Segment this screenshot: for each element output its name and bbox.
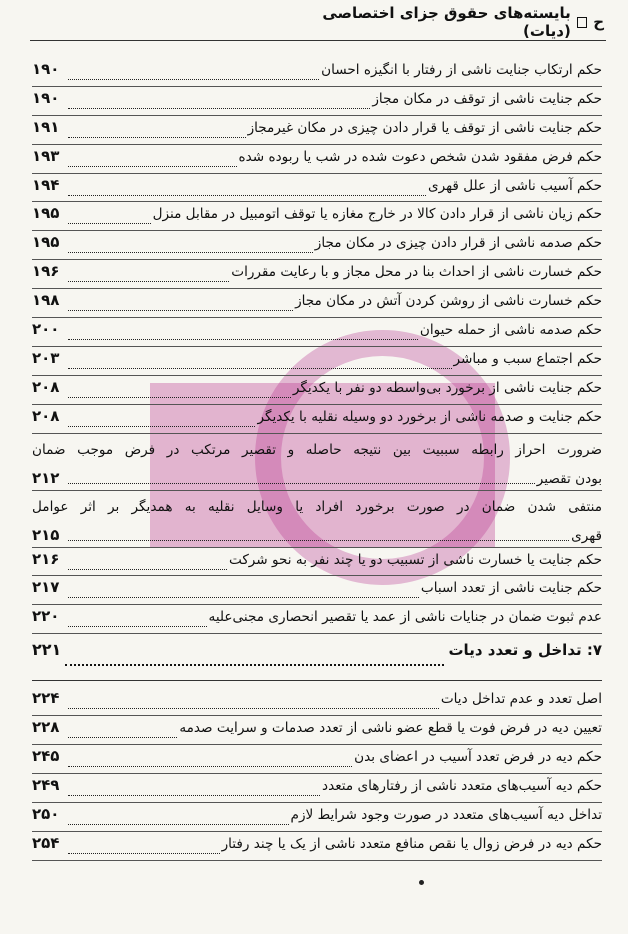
toc-entry-title: حکم خسارت ناشی از روشن کردن آتش در مکان مجاز — [295, 293, 602, 310]
toc-entry — [32, 262, 602, 291]
header-box-icon — [577, 17, 587, 28]
toc-section-heading — [32, 640, 602, 681]
toc-entry-page: ۲۲۰ — [32, 607, 60, 626]
toc-entry — [32, 204, 602, 233]
toc-entry — [32, 147, 602, 176]
toc-entry-page: ۲۰۳ — [32, 348, 60, 367]
toc-entry — [32, 747, 602, 776]
toc-entry-title: حکم جنایت یا خسارت ناشی از تسبیب دو یا چند نفر به نحو شرکت — [228, 551, 602, 568]
running-header — [290, 4, 604, 40]
toc-entry — [32, 718, 602, 747]
toc-entry-title: حکم صدمه ناشی از قرار دادن چیزی در مکان مجاز — [314, 235, 602, 252]
toc-entry-page: ۲۱۷ — [32, 578, 60, 597]
toc-entry — [32, 320, 602, 349]
table-of-contents — [32, 60, 602, 863]
toc-entry — [32, 776, 602, 805]
toc-entry — [32, 291, 602, 320]
toc-entry-title: حکم دیه در فرض تعدد آسیب در اعضای بدن — [354, 749, 602, 766]
toc-entry-title: حکم جنایت و صدمه ناشی از برخورد دو وسیله نقلیه با یکدیگر — [257, 408, 602, 425]
toc-entry-page: ۱۹۸ — [32, 291, 60, 310]
toc-entry — [32, 407, 602, 436]
dot-leader — [68, 785, 320, 796]
dot-leader — [68, 300, 293, 311]
toc-entry-page: ۲۲۴ — [32, 689, 60, 708]
toc-entry-title: حکم جنایت ناشی از توقف یا قرار دادن چیزی در مکان غیرمجاز — [247, 119, 602, 136]
toc-entry-title: عدم ثبوت ضمان در جنایات ناشی از عمد یا تقصیر انحصاری مجنی‌علیه — [208, 609, 602, 626]
toc-entry — [32, 834, 602, 863]
toc-entry-title: تداخل دیه آسیب‌های متعدد در صورت وجود شرایط لازم — [290, 806, 602, 823]
toc-entry-page: ۱۹۳ — [32, 146, 60, 165]
toc-entry — [32, 436, 602, 493]
toc-entry — [32, 378, 602, 407]
toc-entry — [32, 349, 602, 378]
toc-entry-title: حکم صدمه ناشی از حمله حیوان — [419, 322, 602, 339]
header-page-letter: ح — [593, 13, 604, 31]
header-divider — [30, 40, 606, 41]
toc-entry — [32, 578, 602, 607]
toc-entry-page: ۲۱۲ — [32, 468, 60, 487]
toc-entry-title-line1: منتفی شدن ضمان در صورت برخورد افراد یا وسایل نقلیه به همدیگر بر اثر عوامل — [32, 498, 602, 515]
section-title: ۷: تداخل و تعدد دیات — [448, 641, 602, 660]
dot-leader — [68, 358, 452, 369]
toc-entry-title: حکم جنایت ناشی از توقف در مکان مجاز — [372, 90, 602, 107]
toc-entry — [32, 805, 602, 834]
dot-leader — [68, 69, 319, 80]
dot-leader — [68, 473, 535, 484]
toc-entry-page: ۱۹۱ — [32, 117, 60, 136]
toc-entry-page: ۲۱۵ — [32, 525, 60, 544]
toc-entry-title: حکم جنایت ناشی از تعدد اسباب — [420, 580, 602, 597]
toc-entry-title: حکم فرض مفقود شدن شخص دعوت شده در شب یا ربوده شده — [238, 148, 602, 165]
dot-leader — [68, 616, 207, 627]
toc-entry-page: ۲۰۸ — [32, 377, 60, 396]
toc-entry — [32, 493, 602, 550]
dot-leader — [68, 416, 255, 427]
toc-entry — [32, 118, 602, 147]
toc-entry-title-line2: قهری — [571, 527, 602, 544]
dot-leader — [68, 530, 569, 541]
toc-entry-title: اصل تعدد و عدم تداخل دیات — [440, 691, 602, 708]
toc-entry — [32, 89, 602, 118]
toc-entry-title: حکم اجتماع سبب و مباشر — [453, 350, 602, 367]
toc-entry-title: حکم دیه آسیب‌های متعدد ناشی از رفتارهای متعدد — [322, 777, 602, 794]
toc-entry — [32, 60, 602, 89]
dot-leader — [68, 587, 419, 598]
toc-entry — [32, 689, 602, 718]
toc-entry-page: ۱۹۵ — [32, 204, 60, 223]
toc-entry-title: حکم دیه در فرض زوال یا نقص منافع متعدد ناشی از یک یا چند رفتار — [221, 835, 602, 852]
toc-entry-page: ۲۰۰ — [32, 320, 60, 339]
page-dot — [419, 880, 424, 885]
toc-entry-page: ۱۹۰ — [32, 60, 60, 78]
section-page: ۲۲۱ — [32, 640, 62, 660]
toc-entry-page: ۲۵۰ — [32, 804, 60, 823]
toc-entry-title: حکم ارتکاب جنایت ناشی از رفتار با انگیزه احسان — [321, 62, 602, 78]
dot-leader — [68, 98, 370, 109]
toc-entry-title-line1: ضرورت احراز رابطه سببیت بین نتیجه حاصله و تقصیر مرتکب در فرض موجب ضمان — [32, 441, 602, 458]
dot-leader — [68, 698, 439, 709]
toc-entry — [32, 607, 602, 636]
toc-entry-page: ۱۹۴ — [32, 175, 60, 194]
toc-entry-title: حکم زیان ناشی از قرار دادن کالا در خارج مغازه یا توقف اتومبیل در مقابل منزل — [152, 206, 602, 223]
dot-leader — [68, 387, 291, 398]
dot-leader — [68, 156, 237, 167]
toc-entry-title-line2: بودن تقصیر — [536, 470, 602, 487]
dot-leader — [65, 654, 444, 666]
toc-entry-page: ۲۴۹ — [32, 775, 60, 794]
toc-entry-page: ۱۹۵ — [32, 233, 60, 252]
toc-entry-title: حکم خسارت ناشی از احداث بنا در محل مجاز و با رعایت مقررات — [231, 264, 602, 281]
toc-entry-page: ۱۹۶ — [32, 262, 60, 281]
dot-leader — [68, 271, 229, 282]
dot-leader — [68, 185, 426, 196]
toc-entry-page: ۲۴۵ — [32, 747, 60, 766]
dot-leader — [68, 127, 246, 138]
toc-entry-page: ۲۲۸ — [32, 718, 60, 737]
toc-entry-page: ۲۵۴ — [32, 833, 60, 852]
dot-leader — [68, 329, 418, 340]
toc-entry-title: حکم جنایت ناشی از برخورد بی‌واسطه دو نفر با یکدیگر — [292, 379, 602, 396]
toc-entry-page: ۲۰۸ — [32, 406, 60, 425]
toc-entry — [32, 233, 602, 262]
dot-leader — [68, 242, 313, 253]
header-title: بایسته‌های حقوق جزای اختصاصی (دیات) — [322, 4, 571, 40]
dot-leader — [68, 843, 220, 854]
toc-entry-page: ۱۹۰ — [32, 88, 60, 107]
toc-entry-page: ۲۱۶ — [32, 549, 60, 568]
dot-leader — [68, 727, 177, 738]
toc-entry-title: تعیین دیه در فرض فوت یا قطع عضو ناشی از تعدد صدمات و سرایت صدمه — [179, 720, 602, 737]
dot-leader — [68, 559, 227, 570]
toc-entry-title: حکم آسیب ناشی از علل قهری — [428, 177, 602, 194]
toc-entry — [32, 550, 602, 579]
toc-entry — [32, 176, 602, 205]
dot-leader — [68, 814, 289, 825]
dot-leader — [68, 756, 352, 767]
dot-leader — [68, 213, 151, 224]
